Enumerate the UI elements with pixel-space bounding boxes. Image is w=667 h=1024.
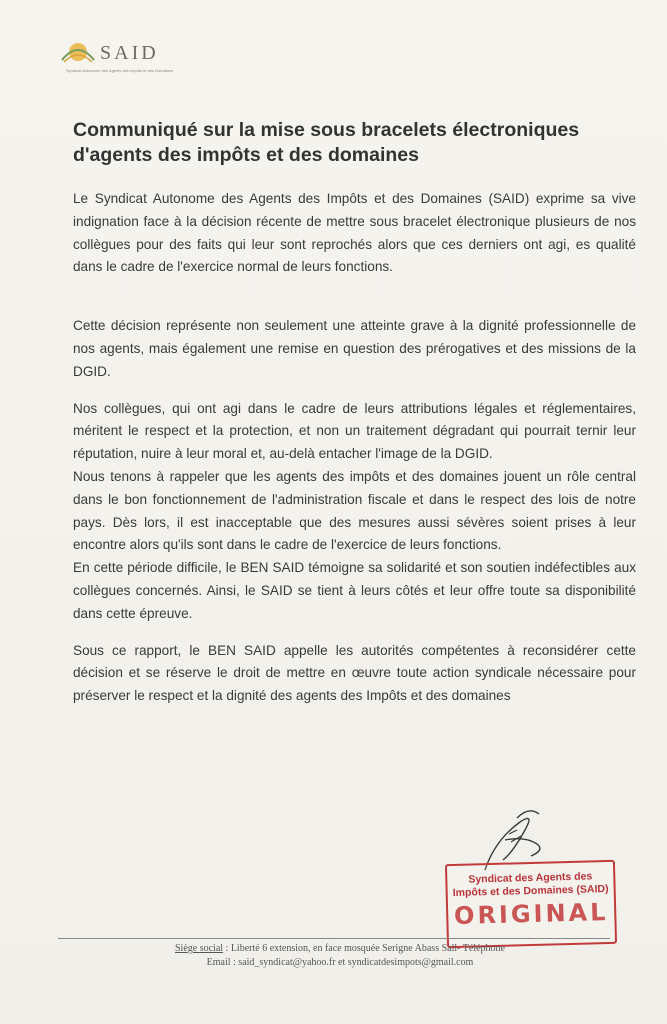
stamp-line-1: Syndicat des Agents des xyxy=(468,870,593,886)
stamp-line-2: Impôts et des Domaines (SAID) xyxy=(452,882,609,900)
paragraph-1: Le Syndicat Autonome des Agents des Impôts et des Domaines (SAID) exprime sa vive indignation face à la décision récente de mettre sous bracelet électronique plusieurs de nos collègues pour des faits qui leur sont reprochés alors que ces derniers ont agi, es qualité dans le cadre de l'exercice normal de leurs fonctions. xyxy=(73,191,636,275)
paragraph-6: Sous ce rapport, le BEN SAID appelle les autorités compétentes à reconsidérer cette décision et se réserve le droit de mettre en œuvre toute action syndicale nécessaire pour préserver le respect et la dignité des agents des Impôts et des domaines xyxy=(73,642,636,704)
said-logo xyxy=(58,34,208,82)
footer-address-line xyxy=(60,942,620,956)
logo-text: SAID xyxy=(100,42,159,64)
footer-label: Siège social xyxy=(175,943,224,954)
paragraph-4: Nous tenons à rappeler que les agents des impôts et des domaines jouent un rôle central dans le bon fonctionnement de l'administration fiscale et dans le respect des lois de notre pays. Dès lors, il est inacceptable que des mesures aussi sévères soient prises à leur encontre alors qu'ils sont dans le cadre de l'exercice de leurs fonctions. xyxy=(73,468,636,553)
footer-email: Email : said_syndicat@yahoo.fr et syndicatdesimpots@gmail.com xyxy=(206,957,474,968)
logo-subtitle: Syndicat Autonome des Agents des Impôts et des Domaines xyxy=(66,68,174,73)
title-line-1: Communiqué sur la mise sous bracelets électroniques xyxy=(73,119,580,141)
paragraph-3: Nos collègues, qui ont agi dans le cadre de leurs attributions légales et réglementaires, méritent le respect et la protection, et non un traitement dégradant qui pourrait ternir leur réputation, nuire à leur moral et, au-delà entacher l'image de la DGID. xyxy=(73,400,636,462)
stamp-original: ORIGINAL xyxy=(453,897,609,931)
paragraph-2: Cette décision représente non seulement une atteinte grave à la dignité professionnelle de nos agents, mais également une remise en question des prérogatives et des missions de la DGID. xyxy=(73,318,636,379)
official-stamp xyxy=(445,860,617,948)
document-body xyxy=(73,188,636,708)
footer-divider xyxy=(58,938,610,939)
footer xyxy=(60,942,620,970)
document-title xyxy=(73,118,633,168)
sun-logo-icon xyxy=(58,34,98,68)
paragraph-5: En cette période difficile, le BEN SAID témoigne sa solidarité et son soutien indéfectibles aux collègues concernés. Ainsi, le SAID se tient à leurs côtés et leur offre toute sa disponibilité dans cette épreuve. xyxy=(73,560,636,621)
title-line-2: d'agents des impôts et des domaines xyxy=(73,144,419,166)
footer-address: : Liberté 6 extension, en face mosquée Serigne Abass Sall- Téléphone xyxy=(223,943,505,954)
